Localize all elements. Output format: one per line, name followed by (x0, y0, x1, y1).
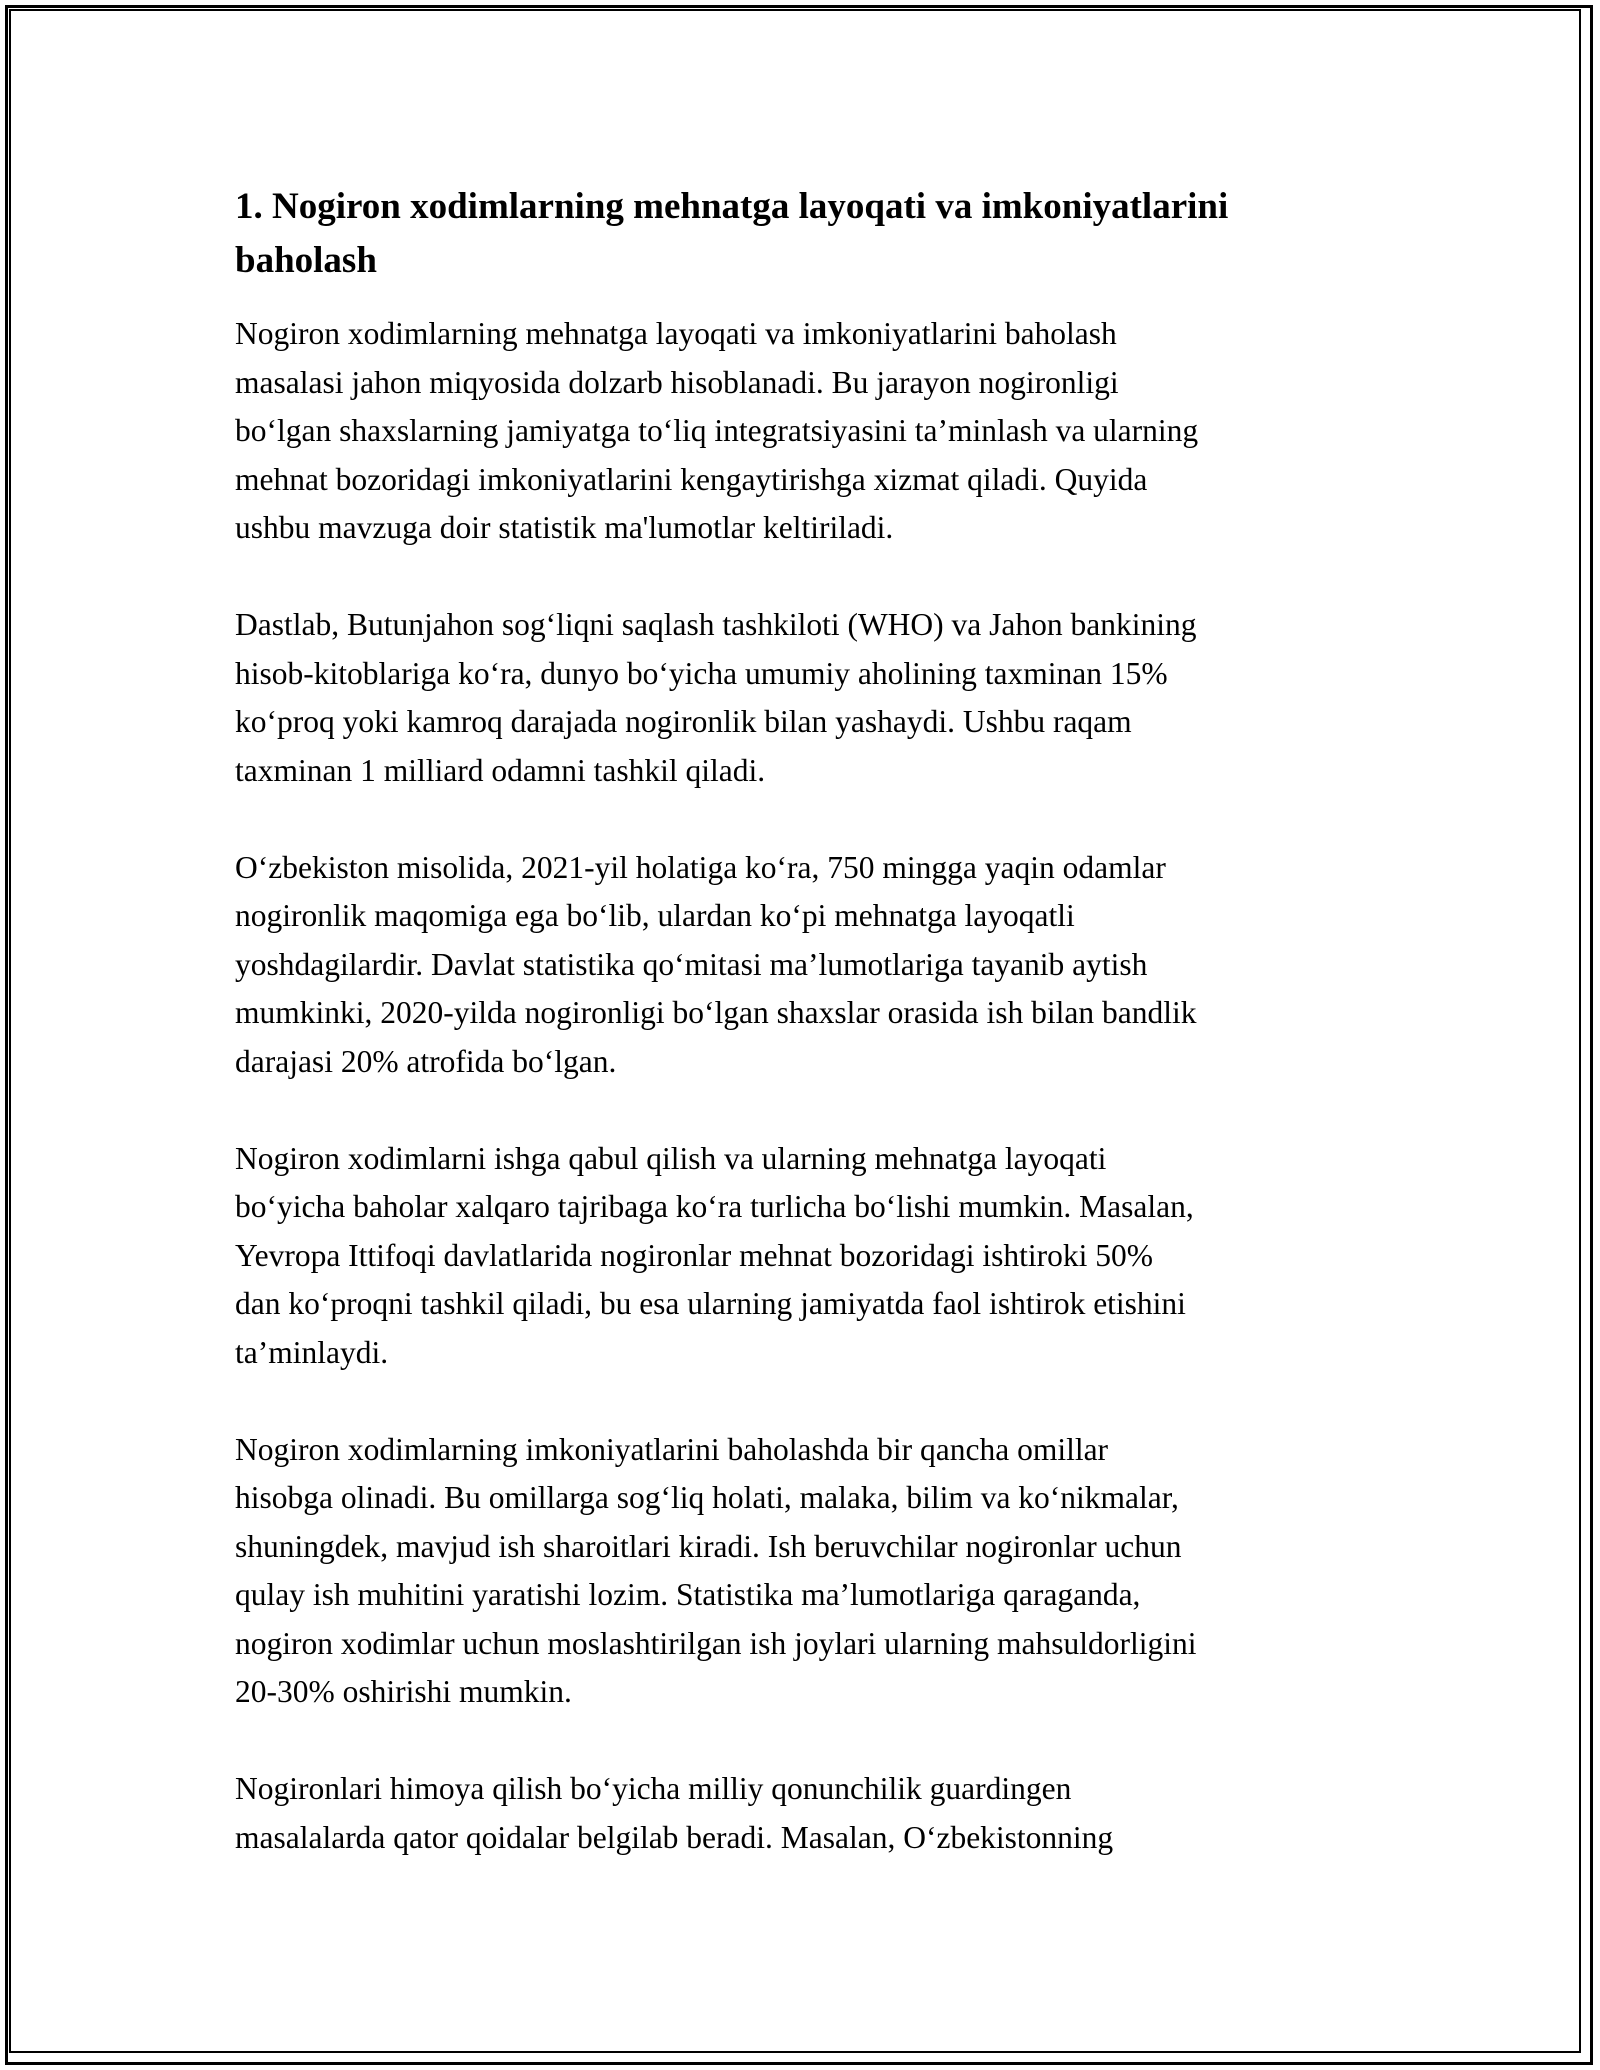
paragraph-2: Dastlab, Butunjahon sogʻliqni saqlash tashkiloti (WHO) va Jahon bankining hisob-kitoblariga koʻra, dunyo boʻyicha umumiy aholining taxminan 15% koʻproq yoki kamroq darajada nogironlik bilan yashaydi. Ushbu raqam taxminan 1 milliard odamni tashkil qiladi. (235, 607, 1197, 788)
document-page (235, 180, 1365, 1911)
section-heading: 1. Nogiron xodimlarning mehnatga layoqati va imkoniyatlarini baholash (235, 186, 1229, 281)
paragraph-1: Nogiron xodimlarning mehnatga layoqati va imkoniyatlarini baholash masalasi jahon miqyosida dolzarb hisoblanadi. Bu jarayon nogironligi boʻlgan shaxslarning jamiyatga toʻliq integratsiyasini taʼminlash va ularning mehnat bozoridagi imkoniyatlarini kengaytirishga xizmat qiladi. Quyida ushbu mavzuga doir statistik ma'lumotlar keltiriladi. (235, 316, 1199, 545)
paragraph-6: Nogironlari himoya qilish boʻyicha milliy qonunchilik guardingen masalalarda qator qoidalar belgilab beradi. Masalan, Oʻzbekistonning (235, 1771, 1114, 1855)
paragraph-5: Nogiron xodimlarning imkoniyatlarini baholashda bir qancha omillar hisobga olinadi. Bu omillarga sogʻliq holati, malaka, bilim va koʻnikmalar, shuningdek, mavjud ish sharoitlari kiradi. Ish beruvchilar nogironlar uchun qulay ish muhitini yaratishi lozim. Statistika maʼlumotlariga qaraganda, nogiron xodimlar uchun moslashtirilgan ish joylari ularning mahsuldorligini 20-30% oshirishi mumkin. (235, 1431, 1197, 1709)
paragraph-4: Nogiron xodimlarni ishga qabul qilish va ularning mehnatga layoqati boʻyicha baholar xalqaro tajribaga koʻra turlicha boʻlishi mumkin. Masalan, Yevropa Ittifoqi davlatlarida nogironlar mehnat bozoridagi ishtiroki 50% dan koʻproqni tashkil qiladi, bu esa ularning jamiyatda faol ishtirok etishini taʼminlaydi. (235, 1140, 1194, 1370)
paragraph-3: Oʻzbekiston misolida, 2021-yil holatiga koʻra, 750 mingga yaqin odamlar nogironlik maqomiga ega boʻlib, ulardan koʻpi mehnatga layoqatli yoshdagilardir. Davlat statistika qoʻmitasi maʼlumotlariga tayanib aytish mumkinki, 2020-yilda nogironligi boʻlgan shaxslar orasida ish bilan bandlik darajasi 20% atrofida boʻlgan. (235, 849, 1197, 1079)
